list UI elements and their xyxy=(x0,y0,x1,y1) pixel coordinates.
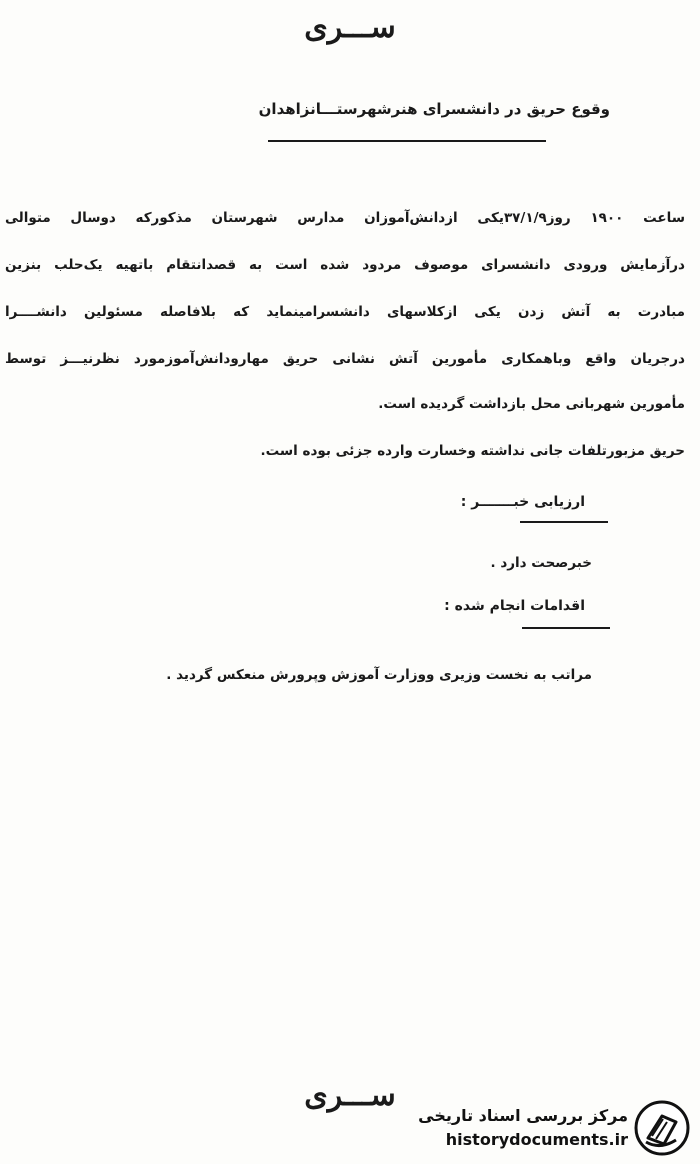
classification-top: ســـری xyxy=(304,10,396,45)
body-line: درآزمایش ورودی دانشسرای موصوف مردود شده است به قصدانتقام باتهیه یک‌حلب بنزین xyxy=(5,257,685,273)
subject-underline xyxy=(268,140,546,142)
news-evaluation-text: خبرصحت دارد . xyxy=(490,555,592,571)
body-line: ساعت ۱۹۰۰ روز۳۷/۱/۹یکی ازدانش‌آموزان مدارس شهرستان مذکورکه دوسال متوالی xyxy=(5,210,685,226)
body-line: مبادرت به آتش زدن یکی ازکلاسهای دانشسرامینماید که بلافاصله مسئولین دانشــــرا xyxy=(5,304,685,320)
watermark-url: historydocuments.ir xyxy=(445,1130,628,1149)
archive-book-logo-icon xyxy=(634,1100,690,1156)
news-evaluation-heading: ارزیابی خبـــــــر : xyxy=(460,494,585,510)
document-subject: وقوع حریق در دانشسرای هنرشهرستـــانزاهدان xyxy=(258,100,610,118)
body-line: حریق مزبورتلفات جانی نداشته وخسارت وارده جزئی بوده است. xyxy=(260,443,685,459)
actions-taken-heading: اقدامات انجام شده : xyxy=(444,598,585,614)
watermark xyxy=(400,1100,690,1160)
actions-underline xyxy=(522,627,610,629)
body-line: درجریان واقع وباهمکاری مأمورین آتش نشانی حریق مهارودانش‌آموزمورد نظرنیـــز توسط xyxy=(5,351,685,367)
evaluation-underline xyxy=(520,521,608,523)
body-line: مأمورین شهربانی محل بازداشت گردیده است. xyxy=(378,396,685,412)
watermark-name-fa: مرکز بررسی اسناد تاریخی xyxy=(418,1106,628,1125)
classification-bottom: ســـری xyxy=(304,1078,396,1113)
actions-taken-text: مراتب به نخست وزیری ووزارت آموزش وپرورش منعکس گردید . xyxy=(166,667,592,683)
